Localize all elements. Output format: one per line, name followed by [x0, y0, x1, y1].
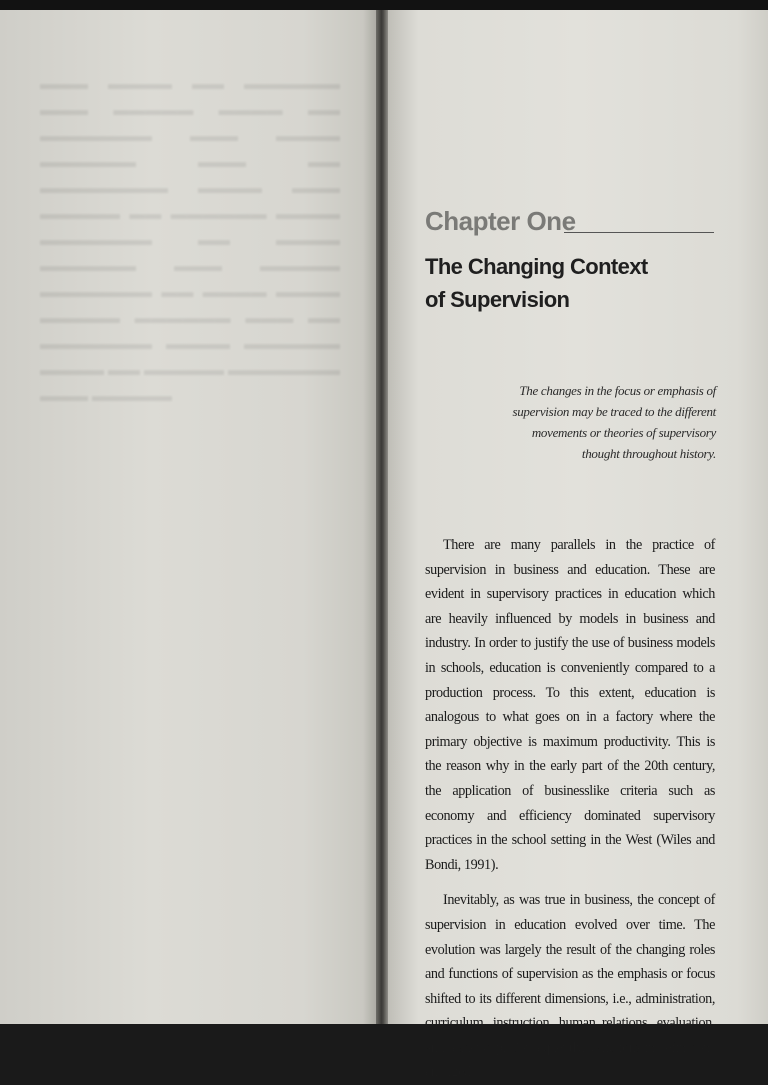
chapter-title-line-1: The Changing Context	[425, 254, 648, 279]
chapter-title	[425, 250, 648, 316]
right-page	[388, 10, 768, 1081]
left-page	[0, 10, 378, 1024]
body-paragraph-2: Inevitably, as was true in business, the concept of supervision in education evolved over time. The evolution was largely the result of the changing roles and functions of supervision as the emphasis or focus shifted to its different dimensions, i.e., administration, curriculum, instruction, human relations, evaluation, and leadership. Consequently, variations in definitions emerged.	[425, 892, 715, 1081]
body-text	[425, 533, 715, 1085]
chapter-title-line-2: of Supervision	[425, 287, 570, 312]
book-gutter	[376, 10, 388, 1024]
chapter-rule	[564, 232, 714, 233]
scan-top-edge	[0, 0, 768, 10]
bleed-through-text: ▬▬▬ ▬▬▬▬ ▬▬ ▬▬▬▬▬▬ ▬▬▬ ▬▬▬▬▬ ▬▬▬▬ ▬▬ ▬▬▬▬▬▬▬ ▬▬▬ ▬▬▬▬ ▬▬▬▬▬▬ ▬▬▬ ▬▬ ▬▬▬▬▬▬▬▬ ▬▬▬▬ ▬▬▬ ▬▬▬▬▬ ▬▬ ▬▬▬▬▬▬ ▬▬▬▬ ▬▬▬▬▬▬▬ ▬▬ ▬▬▬▬ ▬▬▬▬▬▬ ▬▬▬ ▬▬▬▬▬ ▬▬▬▬▬▬▬ ▬▬ ▬▬▬▬ ▬▬▬▬ ▬▬▬▬▬ ▬▬▬▬▬▬ ▬▬▬ ▬▬ ▬▬▬▬▬▬▬ ▬▬▬▬ ▬▬▬▬▬▬ ▬▬▬▬ ▬▬ ▬▬▬▬▬ ▬▬▬▬▬▬▬ ▬▬▬ ▬▬▬▬▬	[40, 76, 340, 405]
body-paragraph-1: There are many parallels in the practice of supervision in business and education. These are evident in supervisory practices in education which are heavily influenced by models in business and industry. In order to justify the use of business models in schools, education is conveniently compared to a production process. To this extent, education is analogous to what goes on in a factory where the primary objective is maximum productivity. This is the reason why in the early part of the 20th century, the application of businesslike criteria such as economy and efficiency dominated supervisory practices in the school setting in the West (Wiles and Bondi, 1991).	[425, 537, 715, 873]
chapter-label: Chapter One	[425, 206, 576, 236]
epigraph: The changes in the focus or emphasis of supervision may be traced to the different movements or theories of supervisory thought throughout history.	[512, 383, 716, 461]
